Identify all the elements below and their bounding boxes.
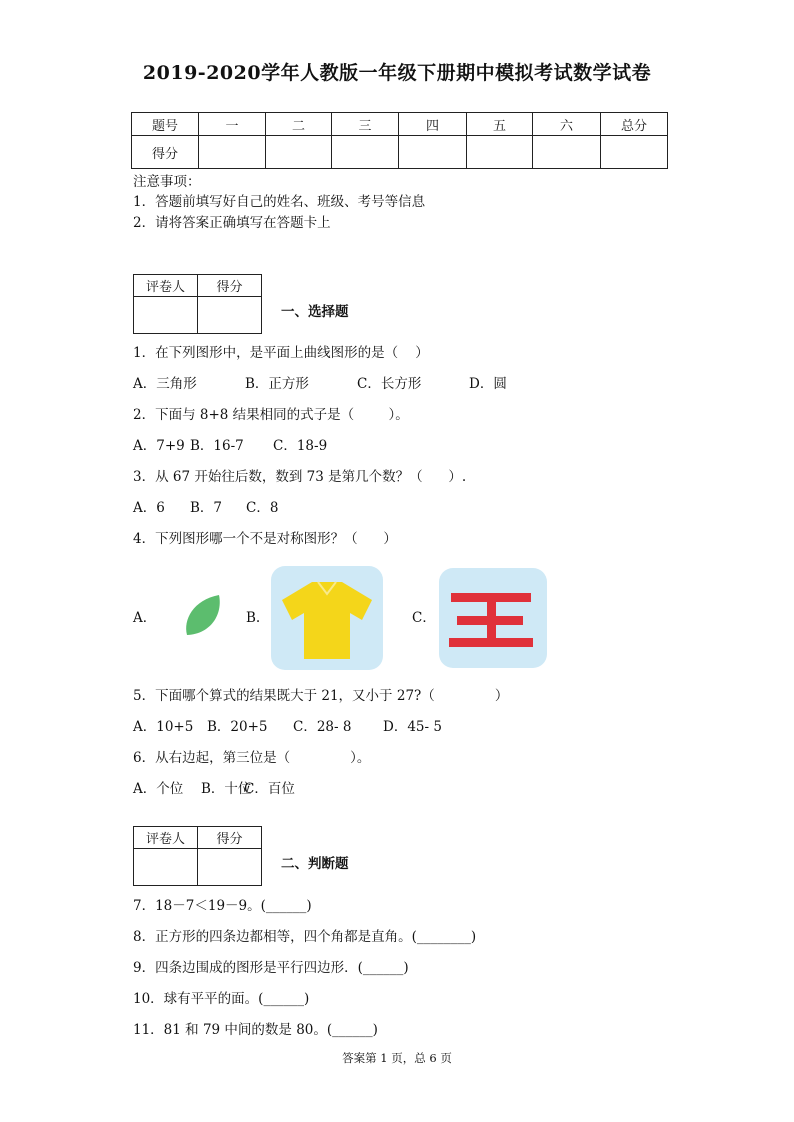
option: D．45- 5 (383, 719, 442, 735)
score-cell (199, 136, 266, 169)
question-stem: 6．从右边起，第三位是（ ）。 (133, 750, 371, 766)
score-cell (399, 136, 467, 169)
score-cell (467, 136, 533, 169)
question-stem: 1．在下列图形中，是平面上曲线图形的是（ ） (133, 345, 429, 361)
question-stem: 5．下面哪个算式的结果既大于 21，又小于 27?（ ） (133, 688, 509, 704)
page-footer: 答案第 1 页，总 6 页 (342, 1051, 452, 1065)
score-row-label: 得分 (132, 136, 199, 169)
score-cell (601, 136, 668, 169)
grader-cell (134, 297, 198, 334)
note-item: 2．请将答案正确填写在答题卡上 (133, 215, 331, 231)
note-item: 1．答题前填写好自己的姓名、班级、考号等信息 (133, 194, 426, 210)
option: B．16-7 (190, 438, 244, 454)
score-header-cell: 二 (266, 113, 332, 136)
option: B．十位 (201, 781, 252, 797)
judgment-item: 7．18－7＜19－9。(______) (133, 898, 312, 914)
option: C．28- 8 (293, 719, 352, 735)
grader-score-label: 得分 (198, 827, 262, 849)
leaf-icon (183, 592, 223, 638)
option: A．三角形 (133, 376, 197, 392)
score-cell (332, 136, 399, 169)
option: C．长方形 (357, 376, 422, 392)
score-header-cell: 五 (467, 113, 533, 136)
option: D．圆 (469, 376, 507, 392)
grader-table (133, 274, 262, 334)
grader-table (133, 826, 262, 886)
option: C．8 (246, 500, 279, 516)
section-title: 一、选择题 (281, 304, 349, 320)
option: A．10+5 (133, 719, 194, 735)
score-header-cell: 题号 (132, 113, 199, 136)
question-stem: 3．从 67 开始往后数，数到 73 是第几个数？（ ）. (133, 469, 467, 485)
score-header-cell: 三 (332, 113, 399, 136)
option: B．正方形 (245, 376, 309, 392)
score-header-cell: 六 (533, 113, 601, 136)
score-cell (533, 136, 601, 169)
option: A．7+9 (133, 438, 185, 454)
question-stem: 4．下列图形哪一个不是对称图形？（ ） (133, 531, 397, 547)
score-table (131, 112, 668, 169)
grader-label: 评卷人 (134, 827, 198, 849)
score-header-cell: 一 (199, 113, 266, 136)
score-header-cell: 总分 (601, 113, 668, 136)
option-label: B. (246, 610, 261, 626)
question-stem: 2．下面与 8+8 结果相同的式子是（ ）。 (133, 407, 409, 423)
option-label: C． (412, 610, 436, 626)
option: B．7 (190, 500, 223, 516)
page-title: 2019-2020学年人教版一年级下册期中模拟考试数学试卷 (142, 62, 652, 84)
grader-cell (198, 297, 262, 334)
judgment-item: 9．四条边围成的图形是平行四边形．(______) (133, 960, 409, 976)
judgment-item: 10．球有平平的面。(______) (133, 991, 310, 1007)
grader-score-label: 得分 (198, 275, 262, 297)
score-header-cell: 四 (399, 113, 467, 136)
section-title: 二、判断题 (281, 856, 349, 872)
option: A．个位 (133, 781, 184, 797)
option: B．20+5 (207, 719, 268, 735)
grader-cell (134, 849, 198, 886)
wang-character-icon (437, 566, 549, 670)
grader-cell (198, 849, 262, 886)
score-cell (266, 136, 332, 169)
judgment-item: 8．正方形的四条边都相等，四个角都是直角。(________) (133, 929, 477, 945)
option: C．百位 (244, 781, 295, 797)
grader-label: 评卷人 (134, 275, 198, 297)
option: C．18-9 (273, 438, 328, 454)
notes-heading: 注意事项： (133, 174, 201, 190)
option: A．6 (133, 500, 165, 516)
option-label: A． (133, 610, 157, 626)
shirt-icon (268, 564, 386, 672)
judgment-item: 11．81 和 79 中间的数是 80。(______) (133, 1022, 378, 1038)
